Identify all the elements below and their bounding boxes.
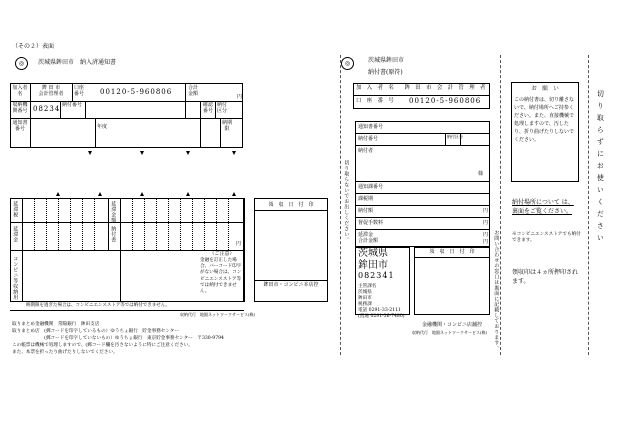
perforation-left [340, 55, 341, 355]
city-seal-icon: ◎ [15, 57, 28, 70]
right-bottom-small: 収納代行 地銀ネットワークサービス(株) [412, 330, 488, 335]
institution: 金融機関・コンビニ店舗控 [422, 322, 483, 328]
payment-no-label: 納付番号 [62, 102, 83, 108]
right-title-2: 納付書(原符) [368, 69, 403, 76]
right-account-number: 00120-5-960806 [409, 97, 482, 105]
convenience-label: コンビニ等収納用 [12, 256, 19, 300]
due-date-label: 延滞金額 [110, 201, 117, 223]
recipient-name-2: 鉾田市 [358, 260, 388, 271]
yen-delay: 円 [483, 220, 489, 226]
recipient-info-4: 電話 0291-33-2111 [358, 308, 401, 313]
delay-tax-label: 延滞税 [12, 201, 19, 218]
notice-text: 金融を訂正した場合、バーコード印字がない場合は、コンビニエンスストア等では納付できません。 [200, 258, 242, 294]
address-label: 通知書番号 [12, 120, 28, 132]
yen-late: 円 [483, 232, 489, 238]
payment-class-label: 納付区分 [216, 102, 227, 114]
total-label: 合計金額 [187, 85, 198, 97]
yen-total: 円 [483, 239, 489, 245]
late-fee-label: 延滞金 [12, 226, 19, 243]
notice-header: お 願 い [531, 86, 559, 92]
row-tax: 納付額 [358, 208, 374, 214]
bottom-line: 納期限を過ぎた場合は、コンビニエンスストア等では納付できません。 [26, 303, 170, 308]
account-label: 口座番号 [73, 85, 84, 97]
due-code-label: 納付書 [110, 226, 117, 243]
notice-stamp: 領収印は４ヵ所押印されます。 [512, 269, 579, 285]
far-right-vertical: 切り取らずにお使いください [596, 90, 605, 246]
confirm-no-label: 確認番号 [202, 102, 213, 114]
left-bottom-small: 収納代行 地銀ネットワークサービス(株) [180, 312, 256, 317]
perforation-right [588, 55, 589, 355]
page-label: （その２）表面 [12, 43, 55, 50]
deadline-label: 納期限 [221, 120, 232, 132]
row-payment-class: 納付区分 [447, 134, 463, 139]
recipient-code: 082341 [358, 271, 395, 280]
left-yen-2: 円 [236, 241, 242, 247]
right-receipt-stamp: 領 収 日 付 印 [429, 249, 475, 255]
left-title: 茨城県鉾田市 納入済通知書 [38, 59, 117, 66]
row-payment: 納付番号 [358, 136, 379, 142]
recipient-info-5: (直通 0291-36-7480) [358, 314, 405, 319]
right-payee-row: 加 入 者 名 鉾 田 市 会 計 管 理 者 [356, 85, 486, 91]
collection-label: 収納機関番号 [12, 102, 28, 114]
recipient-info-2: 鉾田市 [358, 296, 372, 301]
left-yen: 円 [237, 94, 243, 100]
right-title-1: 茨城県鉾田市 [368, 57, 405, 64]
perforation-mid [500, 55, 501, 355]
row-year: 課税期 [358, 196, 374, 202]
row-late: 延滞金 [358, 232, 374, 238]
separator-text: 切り取らないでお出しください。 [343, 160, 350, 243]
row-total: 合計金額 [358, 238, 379, 244]
footer-line-4: この帳票は機械で処理しますので、(郵コード欄を汚さないように特にご注意ください。 [12, 343, 193, 348]
notice-title: （ご注意） [209, 251, 235, 257]
left-account-number: 00120-5-960806 [100, 88, 173, 96]
year-label: 年度 [97, 124, 108, 130]
footer-line-5: また、本票を折ったり曲げたりしないでください。 [12, 350, 118, 355]
yen-tax: 円 [483, 208, 489, 214]
payee-value: 鉾 田 市 会計管理者 [38, 85, 64, 97]
collection-number: 08234 [33, 105, 61, 113]
separator-text-2: お問い合わせの窓口は裏面に記載しております。 [493, 230, 500, 351]
recipient-info-3: 税務課 [358, 302, 372, 307]
right-account-label: 口 座 番 号 [356, 98, 394, 104]
recipient-name-1: 茨城県 [358, 248, 388, 259]
notice-place: 納付場所について は、裏面をご覧ください。 [512, 199, 574, 215]
notice-body: この納付書は、切り離さないで、納付場所へご持参ください。また、直接機械で処理しますので、汚したり、折り曲げたりしないでください。 [514, 97, 575, 143]
right-city-seal-icon: ◎ [341, 57, 354, 70]
row-area: 通知課番号 [358, 184, 384, 190]
notice-convenience: ※コンビニエンスストアでも納付できます。 [512, 232, 581, 244]
footer-line-3: (郵コードを印字していないもの）ゆうちょ銀行 東京貯金事務センター 〒330-9794 [12, 336, 224, 341]
left-receipt-stamp: 領 収 日 付 印 [268, 202, 314, 208]
recipient-info-0: 主管課名 [358, 284, 377, 289]
recipient-info-1: 茨城県 [358, 290, 372, 295]
row-delay: 督促手数料 [358, 220, 384, 226]
row-notice: 通知書番号 [358, 124, 384, 130]
sama: 様 [478, 171, 484, 177]
convenience-stamp: 鉾田市・コンビニ本店控 [263, 282, 319, 288]
footer-line-2: 取りまとめ店 (郵コードを印字しているもの）ゆうちょ銀行 貯金事務センター [12, 329, 179, 334]
footer-line-1: 取りまとめ金融機関 常陽銀行 鉾田支店 [12, 322, 100, 327]
payee-label: 加入者名 [12, 85, 28, 97]
row-payer: 納付者 [358, 148, 374, 154]
